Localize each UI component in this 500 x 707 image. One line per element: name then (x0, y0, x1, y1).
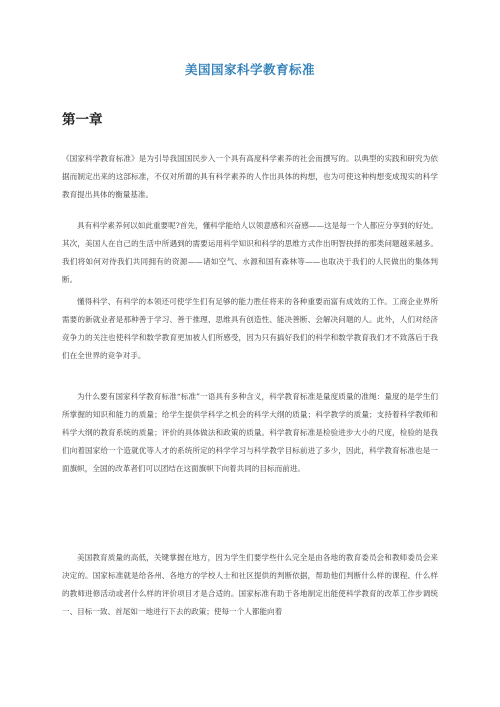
paragraph-5: 美国教育质量的高低，关键掌握在地方，因为学生们要学些什么完全是由各地的教育委员会和教师委员会来决定的。国家标准就是给各州、各地方的学校人士和社区提供的判断依据，帮助他们判断什么样的课程、什么样的教师进修活动或者什么样的评价项目才是合适的。国家标准有助于各地制定出能使科学教育的改革工作步调统一、目标一致、首尾如一地进行下去的政策；使每一个人都能向着 (62, 553, 438, 616)
paragraph-4: 为什么要有国家科学教育标准“标准”一语具有多种含义，科学教育标准是量度质量的准绳：量度的是学生们所掌握的知识和能力的质量；给学生提供学科学之机会的科学大纲的质量；科学教学的质量；支持着科学教师和科学大纲的教育系统的质量；评价的具体做法和政策的质量。科学教育标准是检验进步大小的尺度，检验的是我们向着国家给一个造就优等人才的系统所定的科学学习与科学教学目标前进了多少，因此，科学教育标准也是一面旗帜，全国的改革者们可以团结在这面旗帜下向着共同的目标而前进。 (62, 392, 438, 473)
document-title: 美国国家科学教育标准 (184, 62, 315, 77)
paragraph-3: 懂得科学、有科学的本领还可使学生们有足够的能力胜任将来的各种重要而富有成效的工作。工商企业界所需要的新就业者是那种善于学习、善于推理、思维具有创造性、能决善断、会解决问题的人。此外，人们对经济竞争力的关注也使科学和数学教育更加被人们所感受，因为只有搞好我们的科学和数学教育我们才不致落后于我们在全世界的竞争对手。 (62, 297, 438, 360)
paragraph-1: 《国家科学教育标准》是为引导我国国民步入一个具有高度科学素养的社会而撰写的。以典型的实践和研究为依据而制定出来的这部标准，不仅对所谓的具有科学素养的人作出具体的构想，也为可使这种构想变成现实的科学教育提出具体的衡量基准。 (62, 154, 438, 199)
paragraph-2: 具有科学素养何以如此重要呢?首先，懂科学能给人以领意感和兴奋感——这是每一个人都应分享到的好处。其次，美国人在自己的生活中所遇到的需要运用科学知识和科学的思维方式作出明智抉择的那类问题越来越多。我们将如何对待我们共同拥有的资源——诸如空气、水源和国有森林等——也取决于我们的人民做出的集体判断。 (62, 221, 438, 284)
chapter-heading: 第一章 (62, 112, 103, 128)
